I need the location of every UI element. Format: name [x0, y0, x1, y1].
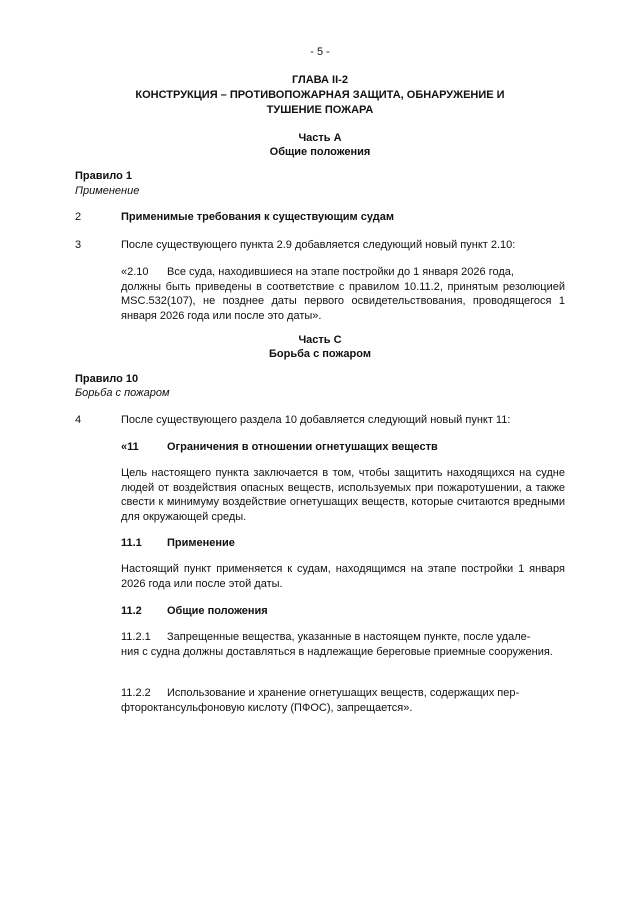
part-c-subtitle: Борьба с пожаром — [269, 348, 371, 360]
chapter-title: ГЛАВА II-2 — [292, 74, 348, 86]
part-a-title: Часть A — [298, 132, 342, 144]
quote-2-10-text: должны быть приведены в соответствие с правилом 10.11.2, принятым резолюцией MSC.532(107), не позднее даты первого освидетельствования, проводящегося 1 января 2026 года или после это даты». — [121, 280, 565, 322]
section-11-2-number: 11.2 — [121, 605, 142, 617]
item-3-text: После существующего пункта 2.9 добавляется следующий новый пункт 2.10: — [121, 239, 516, 251]
chapter-subtitle-line2: ТУШЕНИЕ ПОЖАРА — [266, 104, 374, 116]
paragraph-11-2-2-first-line: Использование и хранение огнетушащих веществ, содержащих пер- — [167, 687, 520, 699]
section-11-1-number: 11.1 — [121, 537, 142, 549]
item-2-number: 2 — [75, 211, 82, 223]
item-4-text: После существующего раздела 10 добавляется следующий новый пункт 11: — [121, 414, 511, 426]
paragraph-11-2-1-first-line: Запрещенные вещества, указанные в настоящем пункте, после удале- — [167, 631, 531, 643]
page-number: - 5 - — [310, 46, 330, 58]
chapter-subtitle-line1: КОНСТРУКЦИЯ – ПРОТИВОПОЖАРНАЯ ЗАЩИТА, ОБНАРУЖЕНИЕ И — [135, 89, 505, 101]
section-11-1-heading: Применение — [167, 537, 235, 549]
paragraph-11-2-2-number: 11.2.2 — [121, 687, 151, 699]
rule-1-subtitle: Применение — [75, 185, 140, 197]
section-11-body: Цель настоящего пункта заключается в том, чтобы защитить находящихся на судне людей от воздействия опасных веществ, используемых при пожаротушении, а также свести к минимуму воздействие огнетушащих веществ, которые считаются вредными для окружающей среды. — [121, 467, 565, 523]
quote-2-10-number: «2.10 — [121, 266, 149, 278]
section-11-2-heading: Общие положения — [167, 605, 268, 617]
section-11-number: «11 — [121, 441, 139, 453]
paragraph-11-2-1-text: ния с судна должны доставляться в надлежащие береговые приемные сооружения. — [121, 645, 553, 658]
rule-10-title: Правило 10 — [75, 373, 139, 385]
section-11-1-body: Настоящий пункт применяется к судам, находящимся на этапе постройки 1 января 2026 года или после этой даты. — [121, 563, 565, 590]
paragraph-11-2-1-number: 11.2.1 — [121, 631, 151, 643]
section-11-heading: Ограничения в отношении огнетушащих веществ — [167, 441, 438, 453]
rule-1-title: Правило 1 — [75, 170, 133, 182]
paragraph-11-2-2-text: фтороктансульфоновую кислоту (ПФОС), запрещается». — [121, 701, 413, 714]
part-c-title: Часть C — [298, 334, 342, 346]
item-2-heading: Применимые требования к существующим судам — [121, 211, 394, 223]
quote-2-10-first-line: Все суда, находившиеся на этапе постройки до 1 января 2026 года, — [167, 266, 514, 278]
item-4-number: 4 — [75, 414, 82, 426]
part-a-subtitle: Общие положения — [269, 146, 371, 158]
rule-10-subtitle: Борьба с пожаром — [75, 387, 170, 399]
item-3-number: 3 — [75, 239, 82, 251]
